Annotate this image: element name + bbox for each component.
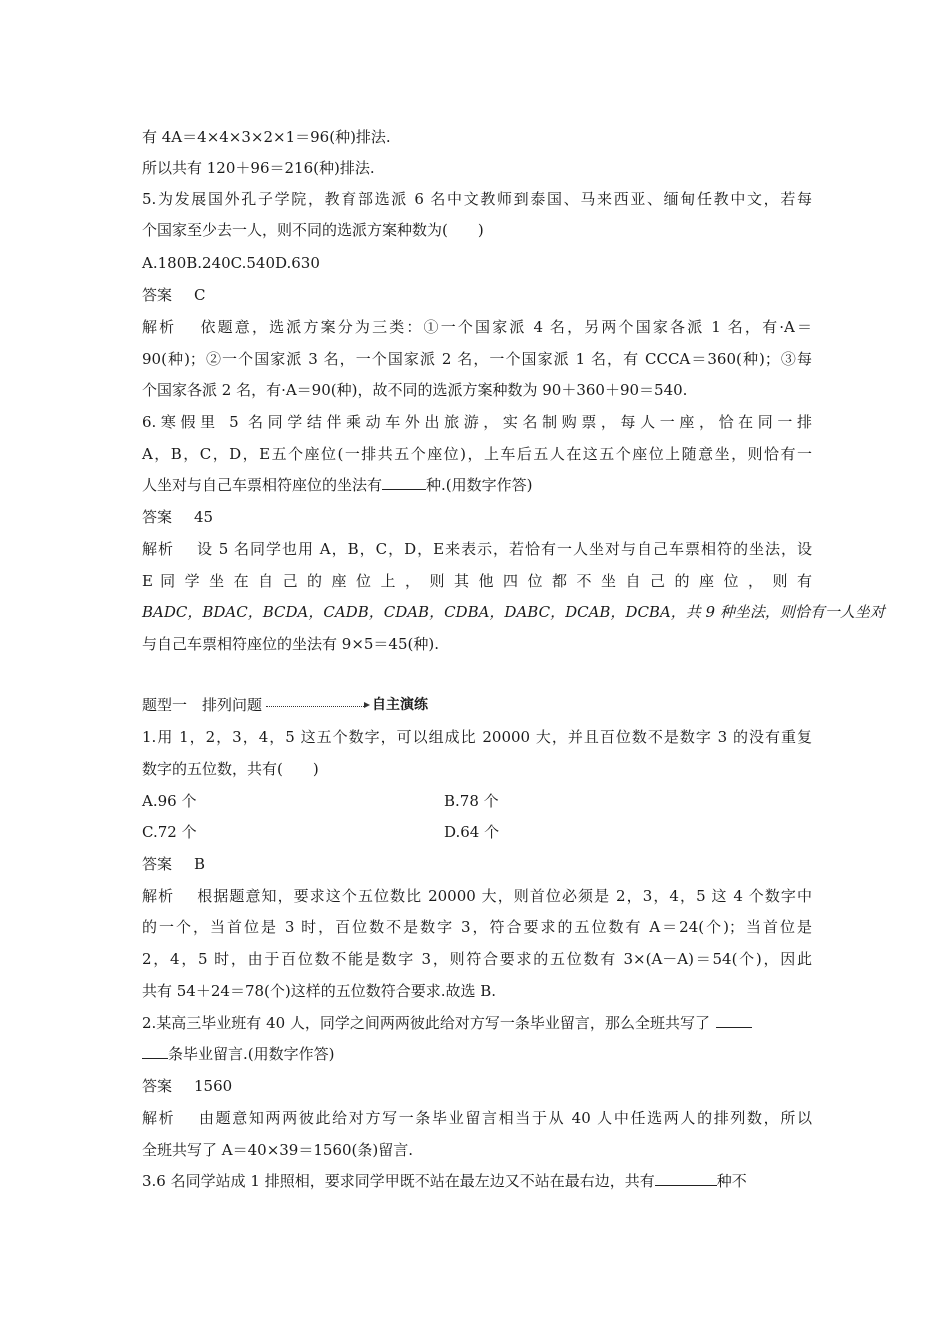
answer-value: B [194, 855, 206, 873]
section-title: 题型一 排列问题 [142, 696, 263, 714]
analysis-6-line-2: E 同 学 坐 在 自 己 的 座 位 上 ， 则 其 他 四 位 都 不 坐 自 己 的 座 位 ， 则 有 [142, 572, 812, 590]
analysis-text: 设 5 名同学也用 A，B，C，D，E来表示，若恰有一人坐对与自己车票相符的坐法，设 [196, 540, 812, 558]
analysis-5-line-3: 个国家各派 2 名，有·A＝90(种)，故不同的选派方案种数为 90＋360＋90＝540. [142, 381, 688, 399]
question-1-line-2: 数字的五位数，共有( ) [142, 760, 319, 778]
option-d: D.64 个 [444, 823, 500, 841]
analysis-text: 由题意知两两彼此给对方写一条毕业留言相当于从 40 人中任选两人的排列数，所以 [197, 1109, 812, 1127]
fill-blank [655, 1171, 717, 1186]
text-segment: 种.(用数字作答) [426, 476, 533, 494]
text-segment: 2.某高三毕业班有 40 人，同学之间两两彼此给对方写一条毕业留言，那么全班共写了 [142, 1014, 710, 1032]
analysis-1-line-4: 共有 54＋24＝78(个)这样的五位数符合要求.故选 B. [142, 982, 497, 1000]
option-a: A.96 个 [142, 792, 197, 810]
section-tag: 自主演练 [372, 697, 429, 713]
fill-blank [382, 475, 426, 490]
analysis-1-line-2: 的一个，当首位是 3 时，百位数不是数字 3，符合要求的五位数有 A＝24(个)；当首位是 [142, 918, 812, 936]
text-segment: 种不 [716, 1172, 747, 1190]
fill-blank [716, 1013, 752, 1028]
analysis-label: 解析 [142, 540, 174, 558]
option-b: B.78 个 [444, 792, 499, 810]
answer-label: 答案 [142, 1077, 173, 1095]
answer-value: 1560 [194, 1077, 233, 1095]
analysis-5-line-1 [142, 317, 812, 337]
answer-value: 45 [194, 508, 214, 526]
question-1-options-row-2 [142, 822, 812, 842]
question-5-line-2: 个国家至少去一人，则不同的选派方案种数为( ) [142, 221, 484, 239]
text-segment: 3.6 名同学站成 1 排照相，要求同学甲既不站在最左边又不站在最右边，共有 [142, 1172, 655, 1190]
text-segment: 人坐对与自己车票相符座位的坐法有 [142, 476, 383, 494]
section-heading [142, 695, 812, 715]
option-c: C.72 个 [142, 823, 197, 841]
analysis-label: 解析 [142, 318, 177, 336]
arrow-right-icon [364, 702, 370, 708]
analysis-5-line-2: 90(种)；②一个国家派 3 名，一个国家派 2 名，一个国家派 1 名，有 CCCA＝360(种)；③每 [142, 350, 812, 368]
analysis-label: 解析 [142, 887, 175, 905]
answer-label: 答案 [142, 286, 173, 304]
text-segment: 条毕业留言.(用数字作答) [168, 1045, 335, 1063]
analysis-1-line-1 [142, 886, 812, 906]
analysis-text: 根据题意知，要求这个五位数比 20000 大，则首位必须是 2，3，4，5 这 4 个数字中 [196, 887, 812, 905]
text-line: 所以共有 120＋96＝216(种)排法. [142, 159, 375, 177]
answer-label: 答案 [142, 855, 173, 873]
question-6-line-3 [142, 475, 812, 495]
question-3-line-1 [142, 1171, 812, 1191]
question-5-options: A.180B.240C.540D.630 [142, 254, 320, 272]
answer-5 [142, 285, 812, 305]
analysis-6-line-1 [142, 539, 812, 559]
text-line: 有 4A＝4×4×3×2×1＝96(种)排法. [142, 128, 391, 146]
answer-6 [142, 507, 812, 527]
question-2-line-1 [142, 1013, 812, 1033]
question-2-line-2 [142, 1044, 812, 1064]
question-1-options-row-1 [142, 791, 812, 811]
analysis-6-line-4: 与自己车票相符座位的坐法有 9×5＝45(种). [142, 635, 439, 653]
answer-1 [142, 854, 812, 874]
question-6-line-1: 6.寒假里 5 名同学结伴乘动车外出旅游，实名制购票，每人一座，恰在同一排 [142, 413, 812, 431]
answer-value: C [194, 286, 206, 304]
analysis-6-line-3: BADC，BDAC，BCDA，CADB，CDAB，CDBA，DABC，DCAB，DCBA，共 9 种坐法，则恰有一人坐对 [142, 603, 885, 621]
dotted-arrow-line [266, 706, 364, 707]
answer-2 [142, 1076, 812, 1096]
question-5-line-1: 5.为发展国外孔子学院，教育部选派 6 名中文教师到泰国、马来西亚、缅甸任教中文，若每 [142, 190, 812, 208]
analysis-2-line-1 [142, 1108, 812, 1128]
question-6-line-2: A，B，C，D，E五个座位(一排共五个座位)，上车后五人在这五个座位上随意坐，则恰有一 [142, 445, 812, 463]
fill-blank [142, 1044, 168, 1059]
analysis-1-line-3: 2，4，5 时，由于百位数不能是数字 3，则符合要求的五位数有 3×(A－A)＝54(个)，因此 [142, 950, 812, 968]
analysis-text: 依题意，选派方案分为三类：①一个国家派 4 名，另两个国家各派 1 名，有·A＝ [198, 318, 812, 336]
analysis-2-line-2: 全班共写了 A＝40×39＝1560(条)留言. [142, 1141, 413, 1159]
answer-label: 答案 [142, 508, 173, 526]
question-1-line-1: 1.用 1，2，3，4，5 这五个数字，可以组成比 20000 大，并且百位数不是数字 3 的没有重复 [142, 728, 812, 746]
analysis-label: 解析 [142, 1109, 176, 1127]
